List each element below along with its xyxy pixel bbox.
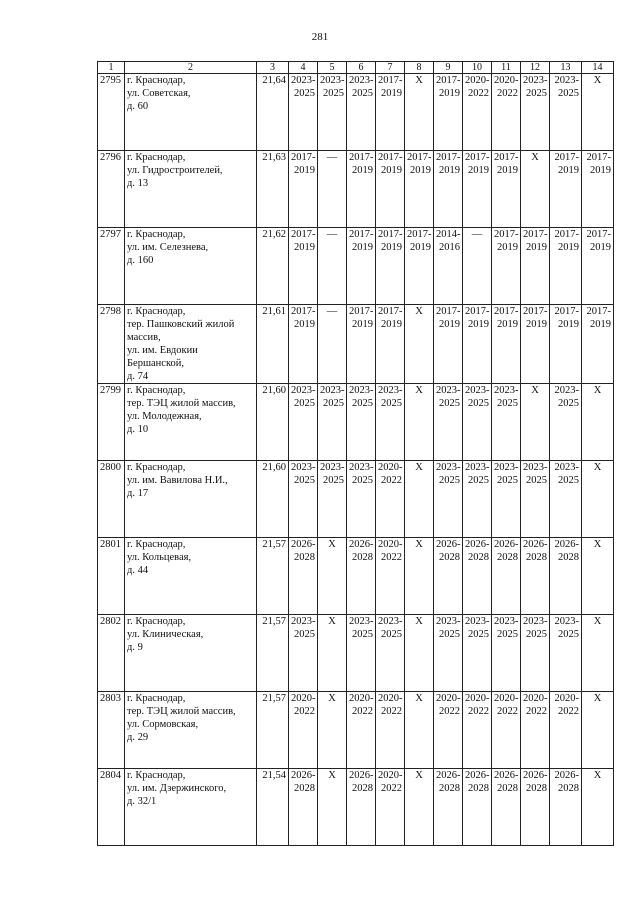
period-cell: 2017- 2019 (463, 151, 492, 228)
address-cell: г. Краснодар, ул. им. Вавилова Н.И., д. 17 (125, 461, 257, 538)
period-cell: 2023- 2025 (434, 461, 463, 538)
value-cell: 21,54 (257, 769, 289, 846)
period-cell: Х (405, 461, 434, 538)
period-cell: 2023- 2025 (463, 461, 492, 538)
row-number: 2803 (98, 692, 125, 769)
period-cell: Х (582, 692, 614, 769)
period-cell: 2020- 2022 (376, 769, 405, 846)
column-header: 4 (289, 62, 318, 74)
period-cell: 2017- 2019 (289, 151, 318, 228)
period-cell: 2017- 2019 (550, 151, 582, 228)
period-cell: 2026- 2028 (434, 538, 463, 615)
period-cell: Х (405, 615, 434, 692)
period-cell: — (318, 305, 347, 384)
period-cell: 2023- 2025 (289, 74, 318, 151)
column-header: 6 (347, 62, 376, 74)
table-row (98, 461, 614, 538)
period-cell: 2020- 2022 (492, 692, 521, 769)
period-cell: 2020- 2022 (492, 74, 521, 151)
period-cell: 2017- 2019 (492, 228, 521, 305)
period-cell: 2023- 2025 (376, 384, 405, 461)
address-cell: г. Краснодар, ул. Кольцевая, д. 44 (125, 538, 257, 615)
period-cell: 2017- 2019 (550, 228, 582, 305)
period-cell: 2023- 2025 (550, 615, 582, 692)
period-cell: Х (405, 538, 434, 615)
table-row (98, 305, 614, 384)
period-cell: Х (521, 151, 550, 228)
period-cell: 2023- 2025 (318, 461, 347, 538)
value-cell: 21,62 (257, 228, 289, 305)
value-cell: 21,60 (257, 461, 289, 538)
address-cell: г. Краснодар, ул. Советская, д. 60 (125, 74, 257, 151)
row-number: 2804 (98, 769, 125, 846)
column-header: 1 (98, 62, 125, 74)
period-cell: 2026- 2028 (492, 769, 521, 846)
address-cell: г. Краснодар, ул. Клиническая, д. 9 (125, 615, 257, 692)
column-header: 11 (492, 62, 521, 74)
period-cell: — (463, 228, 492, 305)
column-header: 3 (257, 62, 289, 74)
period-cell: 2017- 2019 (434, 151, 463, 228)
period-cell: 2023- 2025 (318, 74, 347, 151)
table-row (98, 769, 614, 846)
table-row (98, 228, 614, 305)
period-cell: 2017- 2019 (405, 228, 434, 305)
period-cell: Х (318, 769, 347, 846)
period-cell: 2023- 2025 (550, 384, 582, 461)
value-cell: 21,63 (257, 151, 289, 228)
period-cell: Х (405, 384, 434, 461)
column-header: 2 (125, 62, 257, 74)
address-cell: г. Краснодар, тер. ТЭЦ жилой массив, ул. Сормовская, д. 29 (125, 692, 257, 769)
period-cell: 2023- 2025 (347, 74, 376, 151)
period-cell: 2017- 2019 (521, 305, 550, 384)
period-cell: 2023- 2025 (434, 615, 463, 692)
period-cell: 2023- 2025 (521, 615, 550, 692)
period-cell: 2020- 2022 (521, 692, 550, 769)
period-cell: 2023- 2025 (347, 461, 376, 538)
period-cell: Х (318, 615, 347, 692)
value-cell: 21,57 (257, 615, 289, 692)
value-cell: 21,61 (257, 305, 289, 384)
value-cell: 21,57 (257, 692, 289, 769)
address-cell: г. Краснодар, тер. ТЭЦ жилой массив, ул. Молодежная, д. 10 (125, 384, 257, 461)
period-cell: Х (582, 74, 614, 151)
period-cell: 2017- 2019 (521, 228, 550, 305)
period-cell: 2023- 2025 (492, 384, 521, 461)
period-cell: 2026- 2028 (463, 769, 492, 846)
period-cell: 2026- 2028 (521, 538, 550, 615)
value-cell: 21,64 (257, 74, 289, 151)
period-cell: Х (582, 769, 614, 846)
period-cell: 2020- 2022 (550, 692, 582, 769)
period-cell: 2017- 2019 (347, 305, 376, 384)
period-cell: 2017- 2019 (463, 305, 492, 384)
period-cell: 2020- 2022 (376, 692, 405, 769)
table-row (98, 615, 614, 692)
period-cell: — (318, 228, 347, 305)
page-number: 281 (311, 31, 329, 43)
period-cell: 2026- 2028 (492, 538, 521, 615)
period-cell: 2023- 2025 (347, 384, 376, 461)
period-cell: 2020- 2022 (347, 692, 376, 769)
period-cell: 2023- 2025 (318, 384, 347, 461)
column-header: 10 (463, 62, 492, 74)
period-cell: 2020- 2022 (434, 692, 463, 769)
period-cell: 2023- 2025 (289, 384, 318, 461)
period-cell: 2017- 2019 (550, 305, 582, 384)
row-number: 2802 (98, 615, 125, 692)
period-cell: 2017- 2019 (289, 305, 318, 384)
register-table (97, 61, 614, 846)
value-cell: 21,57 (257, 538, 289, 615)
period-cell: 2026- 2028 (347, 538, 376, 615)
period-cell: Х (318, 538, 347, 615)
address-cell: г. Краснодар, тер. Пашковский жилой массив, ул. им. Евдокии Бершанской, д. 74 (125, 305, 257, 384)
period-cell: 2023- 2025 (289, 615, 318, 692)
address-cell: г. Краснодар, ул. Гидростроителей, д. 13 (125, 151, 257, 228)
period-cell: Х (582, 538, 614, 615)
period-cell: Х (521, 384, 550, 461)
period-cell: 2017- 2019 (289, 228, 318, 305)
period-cell: 2023- 2025 (550, 461, 582, 538)
period-cell: 2023- 2025 (521, 74, 550, 151)
row-number: 2801 (98, 538, 125, 615)
period-cell: 2017- 2019 (347, 228, 376, 305)
period-cell: 2020- 2022 (463, 74, 492, 151)
period-cell: — (318, 151, 347, 228)
row-number: 2796 (98, 151, 125, 228)
address-cell: г. Краснодар, ул. им. Дзержинского, д. 32/1 (125, 769, 257, 846)
period-cell: 2017- 2019 (376, 74, 405, 151)
period-cell: 2020- 2022 (376, 538, 405, 615)
period-cell: 2017- 2019 (434, 74, 463, 151)
table-row (98, 384, 614, 461)
row-number: 2797 (98, 228, 125, 305)
table-row (98, 151, 614, 228)
period-cell: 2023- 2025 (376, 615, 405, 692)
period-cell: 2017- 2019 (492, 151, 521, 228)
period-cell: 2023- 2025 (492, 461, 521, 538)
period-cell: 2017- 2019 (492, 305, 521, 384)
column-header: 12 (521, 62, 550, 74)
period-cell: 2020- 2022 (376, 461, 405, 538)
period-cell: 2023- 2025 (463, 615, 492, 692)
period-cell: 2017- 2019 (405, 151, 434, 228)
period-cell: 2026- 2028 (521, 769, 550, 846)
table-row (98, 74, 614, 151)
period-cell: 2023- 2025 (347, 615, 376, 692)
header-row (98, 62, 614, 74)
table-row (98, 538, 614, 615)
period-cell: 2026- 2028 (289, 769, 318, 846)
period-cell: 2026- 2028 (347, 769, 376, 846)
period-cell: Х (405, 692, 434, 769)
period-cell: 2026- 2028 (434, 769, 463, 846)
period-cell: 2014- 2016 (434, 228, 463, 305)
period-cell: 2026- 2028 (463, 538, 492, 615)
row-number: 2800 (98, 461, 125, 538)
period-cell: 2026- 2028 (289, 538, 318, 615)
period-cell: 2026- 2028 (550, 538, 582, 615)
period-cell: 2017- 2019 (582, 305, 614, 384)
period-cell: Х (405, 305, 434, 384)
period-cell: 2017- 2019 (434, 305, 463, 384)
period-cell: 2017- 2019 (582, 151, 614, 228)
period-cell: 2017- 2019 (376, 305, 405, 384)
period-cell: Х (582, 615, 614, 692)
period-cell: Х (582, 461, 614, 538)
period-cell: 2023- 2025 (289, 461, 318, 538)
value-cell: 21,60 (257, 384, 289, 461)
row-number: 2798 (98, 305, 125, 384)
period-cell: 2020- 2022 (289, 692, 318, 769)
period-cell: 2023- 2025 (434, 384, 463, 461)
period-cell: Х (582, 384, 614, 461)
period-cell: 2023- 2025 (463, 384, 492, 461)
period-cell: 2017- 2019 (582, 228, 614, 305)
column-header: 9 (434, 62, 463, 74)
period-cell: 2017- 2019 (376, 151, 405, 228)
period-cell: 2023- 2025 (550, 74, 582, 151)
period-cell: 2017- 2019 (347, 151, 376, 228)
column-header: 8 (405, 62, 434, 74)
period-cell: Х (405, 74, 434, 151)
period-cell: Х (405, 769, 434, 846)
period-cell: 2026- 2028 (550, 769, 582, 846)
row-number: 2795 (98, 74, 125, 151)
period-cell: 2023- 2025 (521, 461, 550, 538)
column-header: 13 (550, 62, 582, 74)
period-cell: 2020- 2022 (463, 692, 492, 769)
period-cell: 2017- 2019 (376, 228, 405, 305)
table-row (98, 692, 614, 769)
period-cell: Х (318, 692, 347, 769)
address-cell: г. Краснодар, ул. им. Селезнева, д. 160 (125, 228, 257, 305)
column-header: 5 (318, 62, 347, 74)
column-header: 7 (376, 62, 405, 74)
period-cell: 2023- 2025 (492, 615, 521, 692)
row-number: 2799 (98, 384, 125, 461)
column-header: 14 (582, 62, 614, 74)
